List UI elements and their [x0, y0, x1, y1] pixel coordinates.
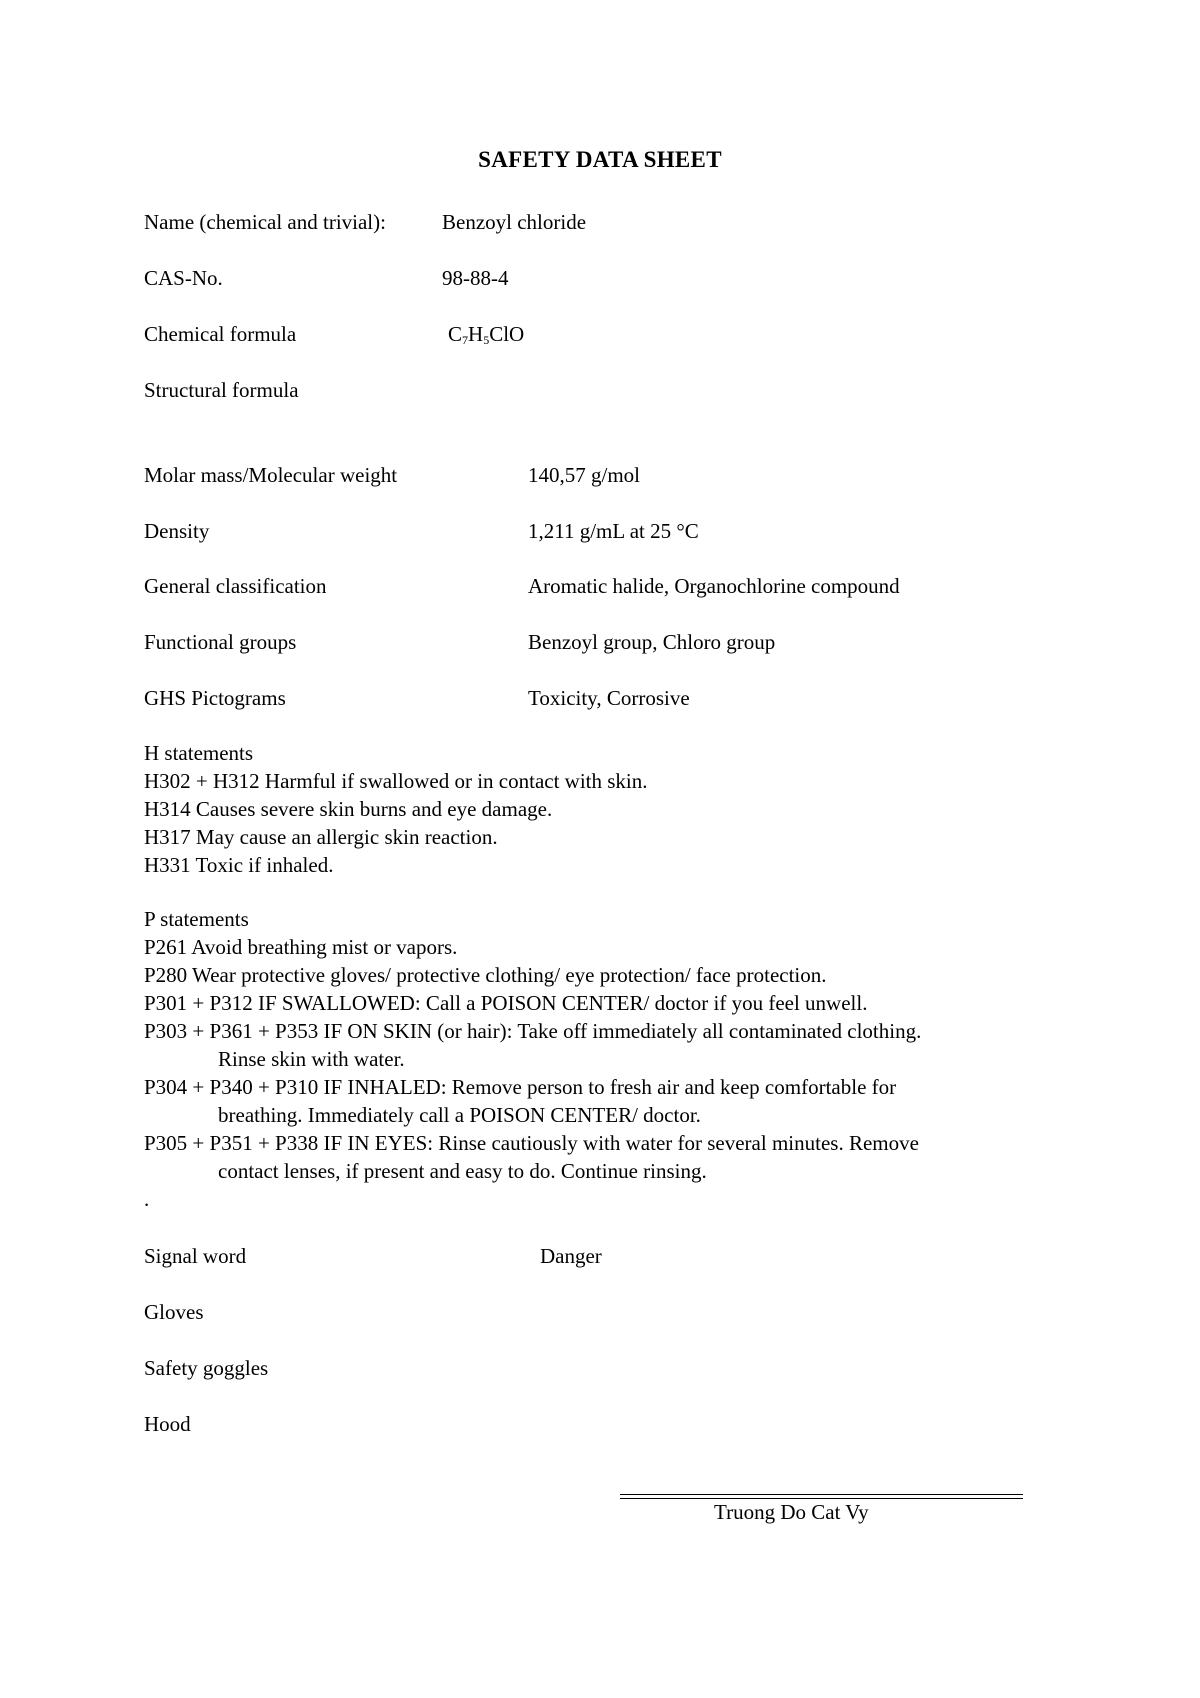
chemical-formula-label: Chemical formula: [144, 322, 297, 346]
h-statement: H317 May cause an allergic skin reaction.: [144, 825, 498, 849]
formula-part: H: [468, 322, 484, 346]
document-title: SAFETY DATA SHEET: [478, 147, 722, 172]
signal-word-value: Danger: [540, 1244, 602, 1268]
p-statement-continuation: breathing. Immediately call a POISON CENTER/ doctor.: [218, 1103, 701, 1127]
p-statements-heading: P statements: [144, 907, 249, 931]
name-value: Benzoyl chloride: [442, 210, 587, 234]
p-statement: P304 + P340 + P310 IF INHALED: Remove person to fresh air and keep comfortable for: [144, 1075, 897, 1099]
formula-subscript: 7: [462, 333, 469, 347]
p-statement: P303 + P361 + P353 IF ON SKIN (or hair): Take off immediately all contaminated clothing.: [144, 1019, 922, 1043]
h-statements-section: [144, 739, 1104, 879]
p-statement: P305 + P351 + P338 IF IN EYES: Rinse cautiously with water for several minutes. Remove: [144, 1131, 919, 1155]
density-label: Density: [144, 519, 210, 543]
ppe-safety-goggles: Safety goggles: [144, 1356, 269, 1380]
p-statement-continuation: Rinse skin with water.: [218, 1047, 405, 1071]
chemical-formula-value: [448, 324, 524, 345]
structural-formula-label: Structural formula: [144, 378, 299, 402]
classification-value: Aromatic halide, Organochlorine compound: [528, 574, 900, 598]
signature-line: [620, 1494, 1023, 1499]
p-statements-section: [144, 905, 1104, 1213]
p-statement-continuation: contact lenses, if present and easy to do. Continue rinsing.: [218, 1159, 707, 1183]
ghs-label: GHS Pictograms: [144, 686, 286, 710]
ppe-hood: Hood: [144, 1412, 191, 1436]
p-statement: P301 + P312 IF SWALLOWED: Call a POISON CENTER/ doctor if you feel unwell.: [144, 991, 868, 1015]
density-value: 1,211 g/mL at 25 °C: [528, 519, 699, 543]
molar-mass-value: 140,57 g/mol: [528, 463, 641, 487]
cas-value: 98-88-4: [442, 266, 509, 290]
classification-label: General classification: [144, 574, 327, 598]
cas-label: CAS-No.: [144, 266, 223, 290]
formula-subscript: 5: [483, 333, 490, 347]
functional-groups-label: Functional groups: [144, 630, 297, 654]
h-statement: H314 Causes severe skin burns and eye damage.: [144, 797, 553, 821]
h-statement: H331 Toxic if inhaled.: [144, 853, 334, 877]
h-statement: H302 + H312 Harmful if swallowed or in contact with skin.: [144, 769, 648, 793]
formula-part: ClO: [489, 322, 525, 346]
signal-word-label: Signal word: [144, 1244, 247, 1268]
molar-mass-label: Molar mass/Molecular weight: [144, 463, 398, 487]
p-statement: P280 Wear protective gloves/ protective clothing/ eye protection/ face protection.: [144, 963, 827, 987]
signature-name: Truong Do Cat Vy: [714, 1500, 869, 1524]
trailing-mark: .: [144, 1187, 150, 1211]
functional-groups-value: Benzoyl group, Chloro group: [528, 630, 776, 654]
h-statements-heading: H statements: [144, 741, 254, 765]
name-label: Name (chemical and trivial):: [144, 210, 386, 234]
ghs-value: Toxicity, Corrosive: [528, 686, 690, 710]
formula-part: C: [448, 322, 463, 346]
ppe-gloves: Gloves: [144, 1300, 204, 1324]
p-statement: P261 Avoid breathing mist or vapors.: [144, 935, 458, 959]
